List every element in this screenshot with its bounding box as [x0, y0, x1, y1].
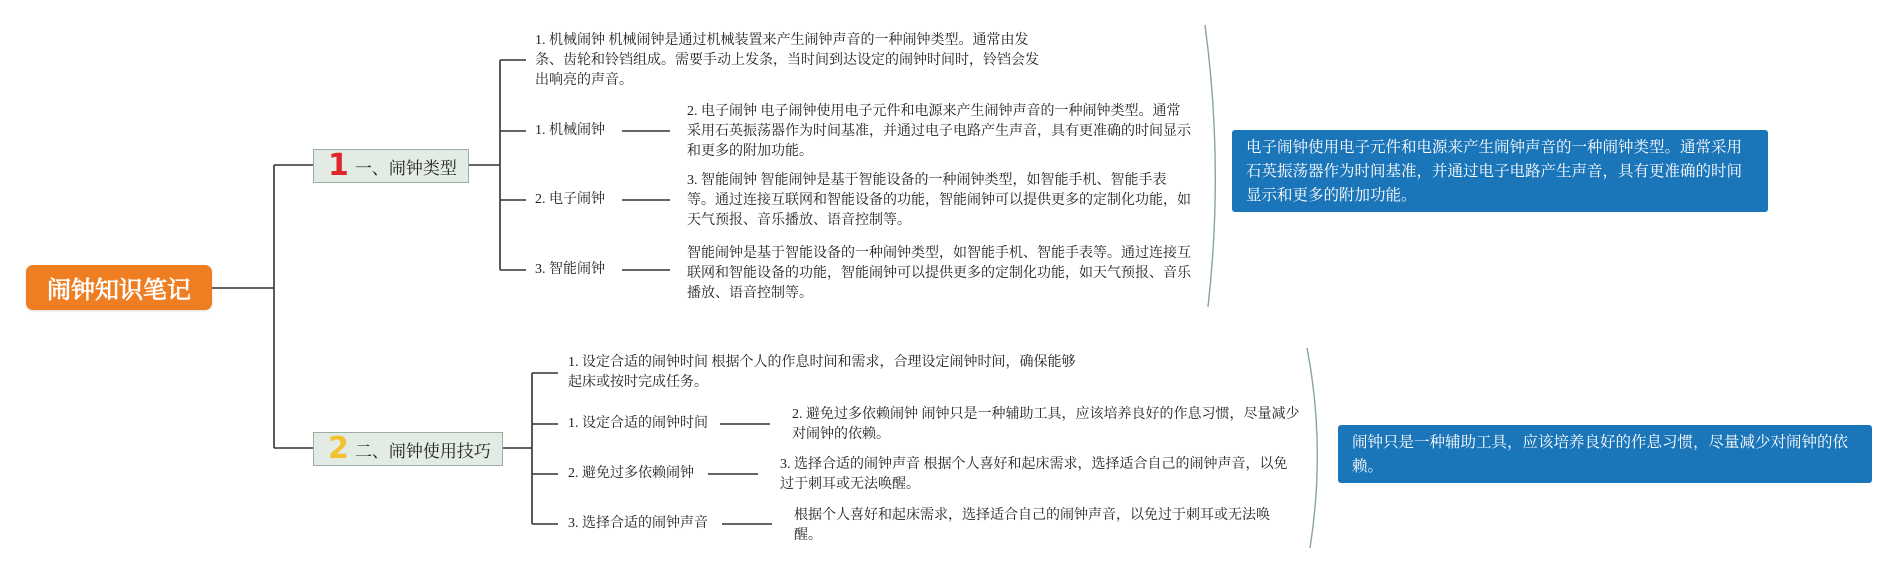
branch-detail: 3. 选择合适的闹钟声音 根据个人喜好和起床需求，选择适合自己的闹钟声音，以免过于刺耳或无法唤醒。 [780, 457, 1288, 492]
section-intro: 1. 设定合适的闹钟时间 根据个人的作息时间和需求，合理设定闹钟时间，确保能够起床或按时完成任务。 [568, 355, 1076, 390]
section-node-tips[interactable] [313, 432, 503, 466]
branch-detail: 2. 避免过多依赖闹钟 闹钟只是一种辅助工具，应该培养良好的作息习惯，尽量减少对闹钟的依赖。 [792, 407, 1300, 442]
branch-label[interactable]: 1. 机械闹钟 [535, 123, 605, 138]
branch-label[interactable]: 2. 电子闹钟 [535, 192, 605, 207]
section-intro: 1. 机械闹钟 机械闹钟是通过机械装置来产生闹钟声音的一种闹钟类型。通常由发条、齿轮和铃铛组成。需要手动上发条，当时间到达设定的闹钟时间时，铃铛会发出响亮的声音。 [535, 33, 1039, 88]
root-title: 闹钟知识笔记 [47, 276, 191, 304]
section-number: 2 [328, 431, 349, 466]
summary-callout[interactable] [1338, 425, 1872, 483]
section-title: 二、闹钟使用技巧 [354, 441, 491, 462]
section-node-types[interactable] [313, 149, 469, 183]
branch-detail: 3. 智能闹钟 智能闹钟是基于智能设备的一种闹钟类型，如智能手机、智能手表等。通过连接互联网和智能设备的功能，智能闹钟可以提供更多的定制化功能，如天气预报、音乐播放、语音控制等。 [687, 173, 1191, 228]
branch-label[interactable]: 3. 选择合适的闹钟声音 [568, 516, 708, 531]
section-title: 一、闹钟类型 [354, 158, 457, 179]
branch-detail: 2. 电子闹钟 电子闹钟使用电子元件和电源来产生闹钟声音的一种闹钟类型。通常采用石英振荡器作为时间基准，并通过电子电路产生声音，具有更准确的时间显示和更多的附加功能。 [687, 104, 1191, 159]
branch-label[interactable]: 1. 设定合适的闹钟时间 [568, 416, 708, 431]
root-node[interactable] [26, 265, 212, 310]
summary-callout[interactable] [1232, 130, 1768, 212]
branch-detail: 智能闹钟是基于智能设备的一种闹钟类型，如智能手机、智能手表等。通过连接互联网和智能设备的功能，智能闹钟可以提供更多的定制化功能，如天气预报、音乐播放、语音控制等。 [687, 246, 1191, 301]
branch-detail: 根据个人喜好和起床需求，选择适合自己的闹钟声音，以免过于刺耳或无法唤醒。 [794, 508, 1270, 543]
summary-text: 电子闹钟使用电子元件和电源来产生闹钟声音的一种闹钟类型。通常采用石英振荡器作为时间基准，并通过电子电路产生声音，具有更准确的时间显示和更多的附加功能。 [1246, 138, 1743, 204]
branch-label[interactable]: 3. 智能闹钟 [535, 262, 605, 277]
section-number: 1 [328, 148, 349, 183]
summary-text: 闹钟只是一种辅助工具，应该培养良好的作息习惯，尽量减少对闹钟的依赖。 [1352, 433, 1849, 475]
branch-label[interactable]: 2. 避免过多依赖闹钟 [568, 466, 694, 481]
